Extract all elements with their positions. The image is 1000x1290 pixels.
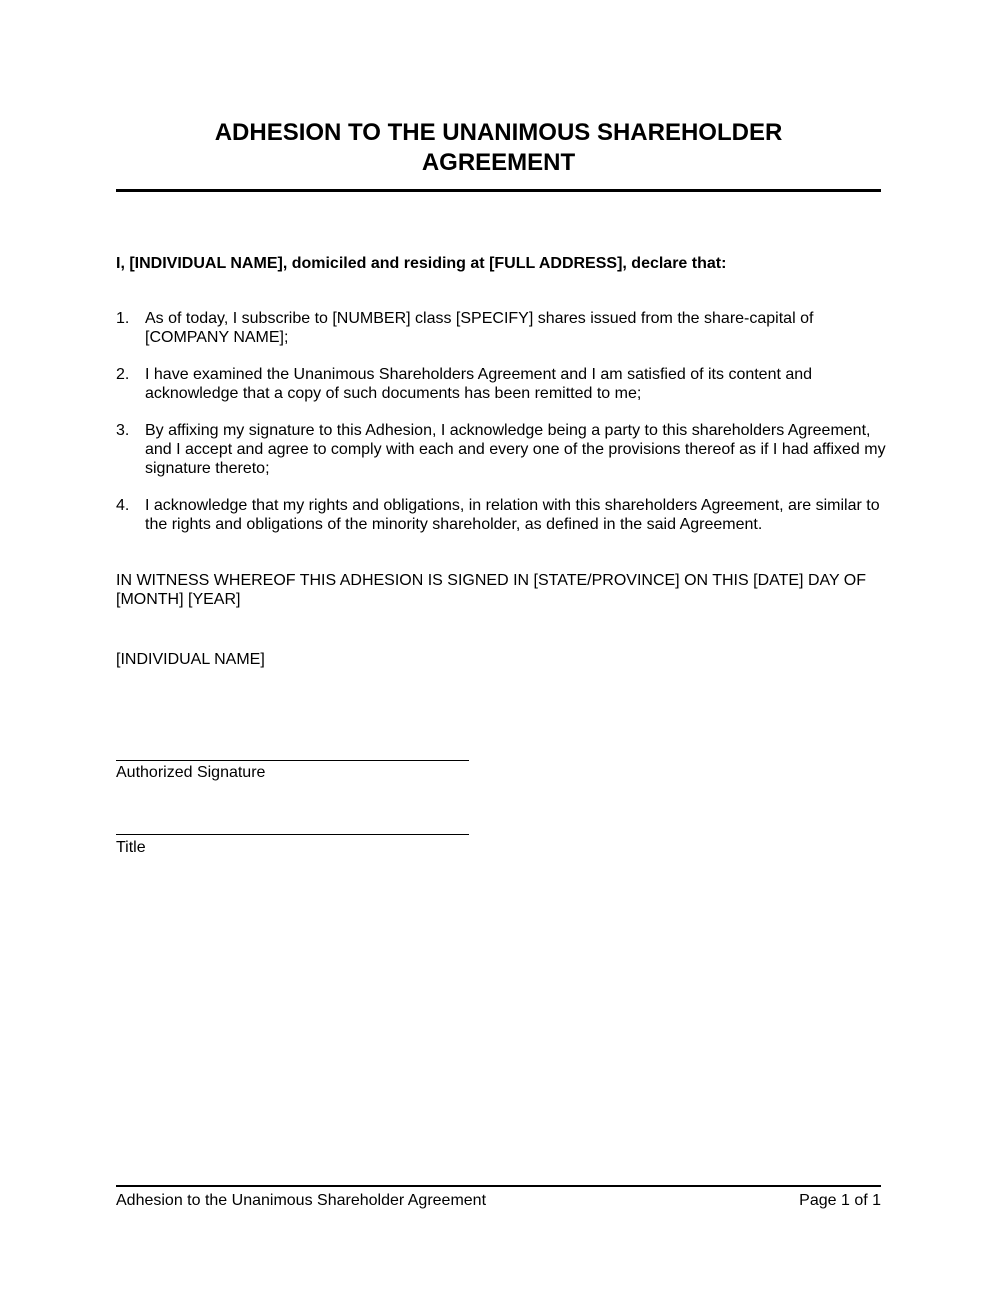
document-title-line-2: AGREEMENT: [421, 149, 576, 176]
footer-document-name: Adhesion to the Unanimous Shareholder Agreement: [116, 1192, 487, 1209]
signer-name: [INDIVIDUAL NAME]: [116, 651, 265, 668]
clause-item: [116, 496, 886, 534]
declaration-statement: I, [INDIVIDUAL NAME], domiciled and residing at [FULL ADDRESS], declare that:: [116, 255, 727, 272]
footer-page-number: Page 1 of 1: [799, 1192, 881, 1209]
clause-item: [116, 309, 886, 347]
clause-item: [116, 421, 886, 478]
clause-item: [116, 365, 886, 403]
clause-list: [116, 309, 886, 552]
footer-divider: [116, 1185, 881, 1187]
title-divider: [116, 189, 881, 192]
document-title-line-1: ADHESION TO THE UNANIMOUS SHAREHOLDER: [214, 119, 783, 146]
title-label: Title: [116, 839, 146, 856]
clause-number: 4.: [116, 497, 130, 514]
clause-number: 1.: [116, 310, 130, 327]
signature-label: Authorized Signature: [116, 764, 266, 781]
witness-statement: IN WITNESS WHEREOF THIS ADHESION IS SIGNED IN [STATE/PROVINCE] ON THIS [DATE] DAY OF [MONTH] [YEAR]: [116, 572, 867, 608]
clause-text: By affixing my signature to this Adhesion, I acknowledge being a party to this shareholders Agreement, and I accept and agree to comply with each and every one of the provisions thereof as if I had affixed my signature thereto;: [145, 422, 886, 477]
clause-number: 3.: [116, 422, 130, 439]
clause-text: I have examined the Unanimous Shareholders Agreement and I am satisfied of its content and acknowledge that a copy of such documents has been remitted to me;: [145, 366, 813, 402]
page-footer: [116, 1191, 881, 1210]
clause-number: 2.: [116, 366, 130, 383]
clause-text: I acknowledge that my rights and obligations, in relation with this shareholders Agreement, are similar to the rights and obligations of the minority shareholder, as defined in the said Agreement.: [145, 497, 880, 533]
title-line: [116, 834, 469, 835]
document-title: [116, 118, 881, 178]
clause-text: As of today, I subscribe to [NUMBER] class [SPECIFY] shares issued from the share-capital of [COMPANY NAME];: [145, 310, 814, 346]
signature-line: [116, 760, 469, 761]
